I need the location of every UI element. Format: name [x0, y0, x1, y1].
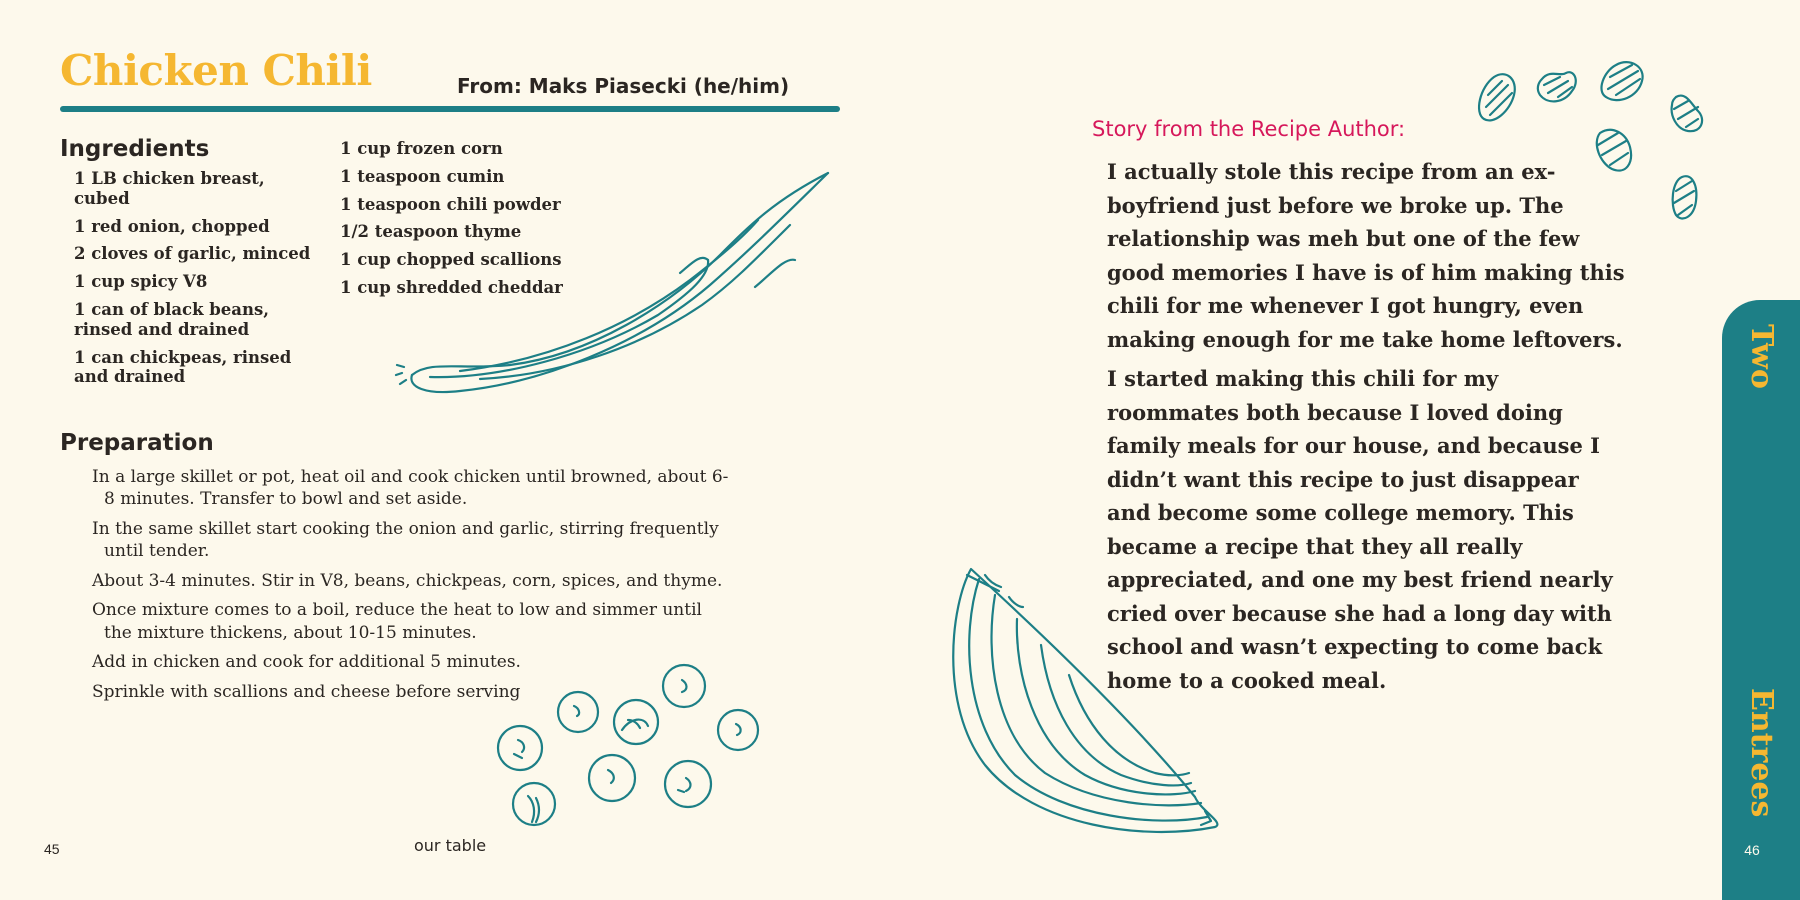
ingredient-item: 2 cloves of garlic, minced [74, 244, 311, 264]
section-tab [1722, 300, 1800, 900]
ingredients-list-col1 [74, 169, 324, 395]
preparation-step: About 3-4 minutes. Stir in V8, beans, chickpeas, corn, spices, and thyme. [92, 570, 723, 591]
story-paragraph: I actually stole this recipe from an ex-boyfriend just before we broke up. The relationship was meh but one of the few good memories I have is of him making this chili for me whenever I got hungry, even making enough for me take home leftovers. [1107, 159, 1625, 352]
ingredient-item: 1 LB chicken breast, cubed [74, 169, 265, 208]
section-tab-title: Entrees [1744, 688, 1779, 818]
ingredient-item: 1 cup chopped scallions [340, 250, 562, 270]
preparation-step: In the same skillet start cooking the onion and garlic, stirring frequently until tender. [92, 518, 719, 562]
ingredient-item: 1 cup frozen corn [340, 139, 503, 158]
ingredient-item: 1 can of black beans, rinsed and drained [74, 299, 270, 339]
ingredient-item: 1 teaspoon chili powder [340, 194, 561, 214]
preparation-step: Once mixture comes to a boil, reduce the heat to low and simmer until the mixture thickens, about 10-15 minutes. [92, 600, 702, 643]
ingredient-item: 1 cup spicy V8 [74, 272, 208, 292]
section-tab-number: Two [1744, 324, 1779, 389]
preparation-step: In a large skillet or pot, heat oil and cook chicken until browned, about 6-8 minutes. Transfer to bowl and set aside. [92, 467, 729, 510]
book-title: our table [414, 836, 487, 855]
ingredient-item: 1 can chickpeas, rinsed and drained [74, 347, 292, 387]
ingredient-item: 1 red onion, chopped [74, 216, 270, 236]
beans-illustration-icon [1470, 55, 1720, 235]
title-divider [60, 106, 840, 112]
right-page-number: 46 [1744, 842, 1760, 858]
preparation-heading: Preparation [60, 430, 214, 456]
ingredient-item: 1 teaspoon cumin [340, 166, 505, 186]
ingredients-heading: Ingredients [60, 136, 210, 162]
story-paragraph: I started making this chili for my roommates both because I loved doing family meals for our house, and because I didn’t want this recipe to just disappear and become some college memory. This became a recipe that they all really appreciated, and one my best friend nearly cried over because she had a long day with school and wasn’t expecting to come back home to a cooked meal. [1107, 366, 1613, 693]
chickpeas-illustration-icon [490, 660, 770, 835]
story-label: Story from the Recipe Author: [1092, 117, 1406, 141]
preparation-step: Add in chicken and cook for additional 5 minutes. [92, 652, 521, 673]
onion-illustration-icon [945, 565, 1265, 845]
ingredient-item: 1/2 teaspoon thyme [340, 222, 522, 242]
ingredient-item: 1 cup shredded cheddar [340, 277, 563, 297]
recipe-title: Chicken Chili [60, 46, 372, 95]
left-page-number: 45 [44, 841, 60, 857]
scallion-illustration-icon [390, 165, 840, 415]
recipe-author: From: Maks Piasecki (he/him) [457, 74, 790, 98]
preparation-step: Sprinkle with scallions and cheese before serving [92, 681, 521, 702]
